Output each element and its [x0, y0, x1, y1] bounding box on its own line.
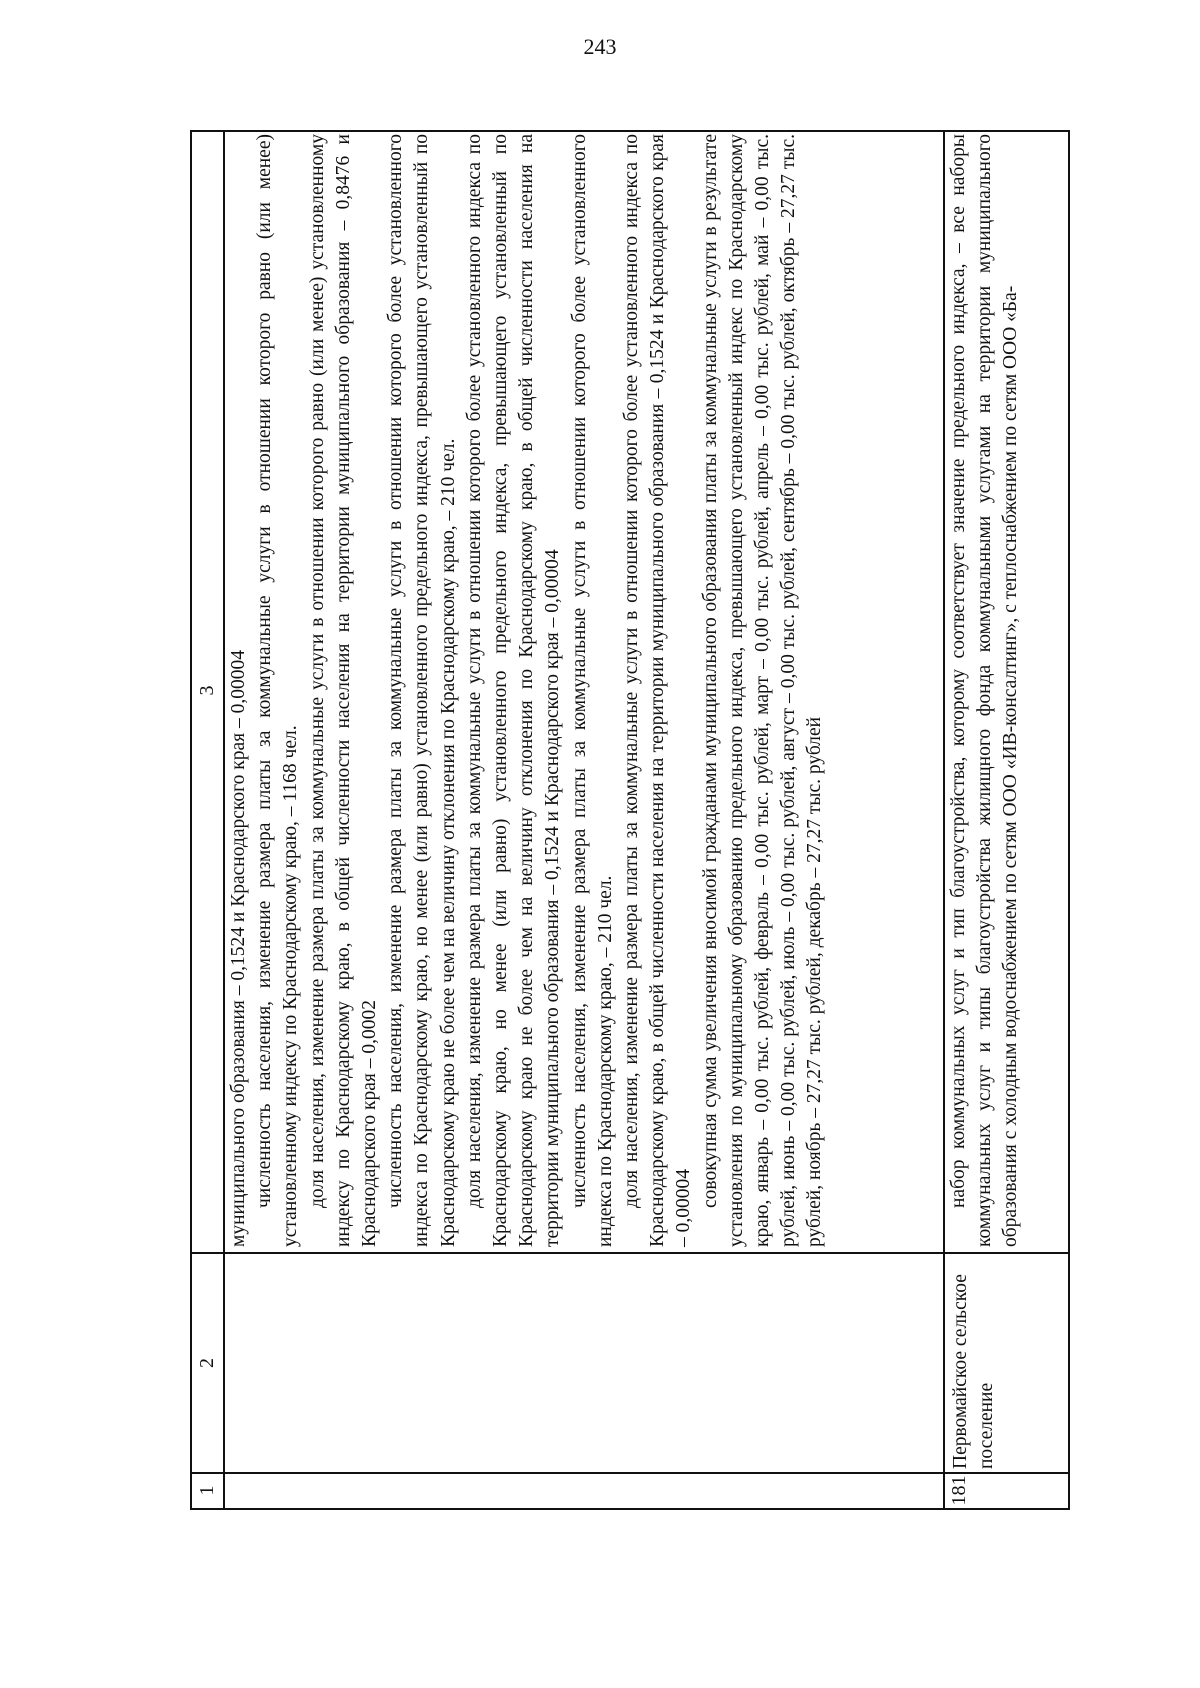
row-description — [944, 128, 1072, 1253]
table-grid — [190, 130, 1070, 1510]
page-number: 243 — [583, 34, 617, 59]
rotated-table — [190, 130, 1070, 1510]
paragraph: численность населения, изменение размера платы за коммунальные услуги в отношении которого более установленного индекса по Краснодарскому краю, но менее (или равно) установленного предельного индекса, превышающего установленный по Краснодарскому краю не более чем на величину отклонения по Краснодарскому краю, – 210 чел. — [385, 134, 459, 1247]
paragraph: совокупная сумма увеличения вносимой гражданами муниципального образования платы за коммунальные услуги в результате установления по муниципальному образованию предельного индекса, превышающего установленный индекс по Краснодарскому краю, январь – 0,00 тыс. рублей, февраль – 0,00 тыс. рублей, март – 0,00 тыс. рублей, апрель – 0,00 тыс. рублей, май – 0,00 тыс. рублей, июнь – 0,00 тыс. рублей, июль – 0,00 тыс. рублей, август – 0,00 тыс. рублей, сентябрь – 0,00 тыс. рублей, октябрь – 27,27 тыс. рублей, ноябрь – 27,27 тыс. рублей, декабрь – 27,27 тыс. рублей — [699, 134, 826, 1247]
header-col-2: 2 — [196, 1358, 218, 1368]
row-number: 181 — [948, 1475, 970, 1506]
paragraph: доля населения, изменение размера платы за коммунальные услуги в отношении которого более установленного индекса по Краснодарскому краю, но менее (или равно) установленного предельного индекса, превышающего установленный по Краснодарскому краю не более чем на величину отклонения по Краснодарскому краю, в общей численности населения на территории муниципального образования – 0,1524 и Краснодарского края – 0,00004 — [463, 134, 564, 1247]
paragraph: численность населения, изменение размера платы за коммунальные услуги в отношении которого равно (или менее) установленному индексу по Краснодарскому краю, – 1168 чел. — [254, 134, 302, 1247]
row-name: Первомайское сельское поселение — [950, 1274, 997, 1469]
header-col-3: 3 — [196, 685, 218, 696]
row-number — [224, 1473, 944, 1508]
row-description — [224, 128, 944, 1253]
paragraph: набор коммунальных услуг и тип благоустройства, которому соответствует значение предельного индекса, – все наборы коммунальных услуг и типы благоустройства жилищного фонда коммунальными услугами на территории муниципального образования с холодным водоснабжением по сетям ООО «ИВ-консалтинг», с теплоснабжением по сетям ООО «Ба- — [948, 134, 1022, 1247]
paragraph: доля населения, изменение размера платы за коммунальные услуги в отношении которого более установленного индекса по Краснодарскому краю, в общей численности населения на территории муниципального образования – 0,1524 и Краснодарского края – 0,00004 — [621, 134, 695, 1247]
paragraph: доля населения, изменение размера платы за коммунальные услуги в отношении которого равно (или менее) установленному индексу по Краснодарскому краю, в общей численности населения на территории муниципального образования – 0,8476 и Краснодарского края – 0,0002 — [306, 134, 381, 1247]
header-col-1: 1 — [196, 1485, 218, 1496]
paragraph: численность населения, изменение размера платы за коммунальные услуги в отношении которого более установленного индекса по Краснодарскому краю, – 210 чел. — [568, 134, 616, 1247]
paragraph: муниципального образования – 0,1524 и Краснодарского края – 0,00004 — [228, 650, 249, 1247]
row-name — [224, 1253, 944, 1473]
